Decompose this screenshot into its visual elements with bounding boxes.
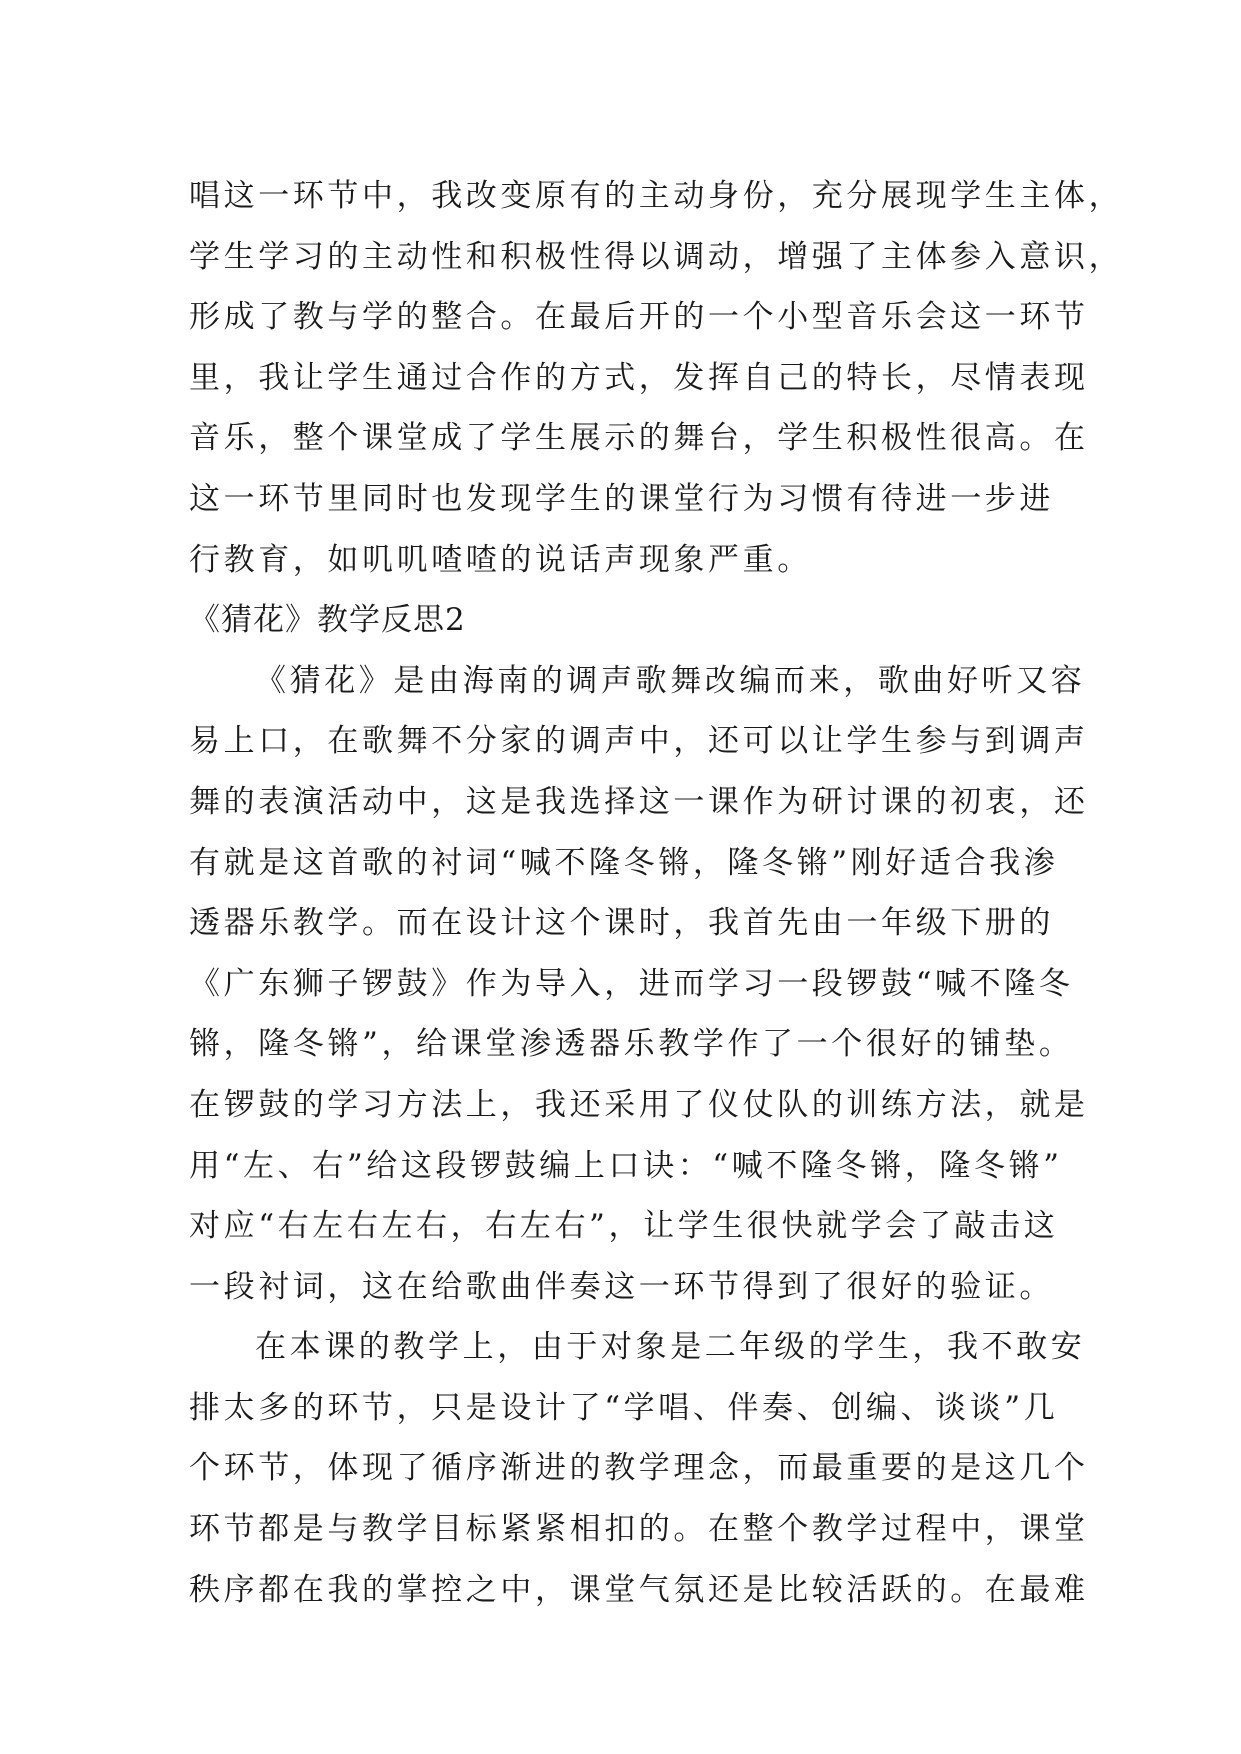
section-heading: 《猜花》教学反思2 <box>189 602 466 639</box>
paragraph-1-line-2: 学生学习的主动性和积极性得以调动，增强了主体参入意识， <box>189 238 1124 275</box>
paragraph-1-line-4: 里，我让学生通过合作的方式，发挥自己的特长，尽情表现 <box>189 359 1089 396</box>
paragraph-3-line-3: 个环节，体现了循序渐进的教学理念，而最重要的是这几个 <box>189 1450 1089 1487</box>
paragraph-2-line-2: 易上口，在歌舞不分家的调声中，还可以让学生参与到调声 <box>189 723 1089 760</box>
paragraph-2-line-3: 舞的表演活动中，这是我选择这一课作为研讨课的初衷，还 <box>189 783 1089 820</box>
paragraph-2-line-6: 《广东狮子锣鼓》作为导入，进而学习一段锣鼓“喊不隆冬 <box>189 965 1074 1002</box>
paragraph-3-line-1: 在本课的教学上，由于对象是二年级的学生，我不敢安 <box>255 1329 1086 1366</box>
paragraph-2-line-7: 锵，隆冬锵”，给课堂渗透器乐教学作了一个很好的铺垫。 <box>189 1026 1074 1063</box>
paragraph-2-line-5: 透器乐教学。而在设计这个课时，我首先由一年级下册的 <box>189 905 1054 942</box>
paragraph-1-line-1: 唱这一环节中，我改变原有的主动身份，充分展现学生主体， <box>189 178 1124 214</box>
paragraph-2-line-9: 用“左、右”给这段锣鼓编上口诀：“喊不隆冬锵，隆冬锵” <box>189 1147 1063 1184</box>
paragraph-2-line-10: 对应“右左右左右，右左右”，让学生很快就学会了敲击这 <box>189 1208 1059 1245</box>
paragraph-1-line-7: 行教育，如叽叽喳喳的说话声现象严重。 <box>189 541 812 578</box>
paragraph-1-line-5: 音乐，整个课堂成了学生展示的舞台，学生积极性很高。在 <box>189 420 1089 457</box>
paragraph-1-line-3: 形成了教与学的整合。在最后开的一个小型音乐会这一环节 <box>189 299 1089 336</box>
paragraph-3-line-4: 环节都是与教学目标紧紧相扣的。在整个教学过程中，课堂 <box>189 1511 1089 1548</box>
paragraph-3-line-5: 秩序都在我的掌控之中，课堂气氛还是比较活跃的。在最难 <box>189 1571 1089 1608</box>
document-body <box>189 166 1124 1620</box>
paragraph-2-line-1: 《猜花》是由海南的调声歌舞改编而来，歌曲好听又容 <box>255 662 1086 699</box>
paragraph-2-line-11: 一段衬词，这在给歌曲伴奏这一环节得到了很好的验证。 <box>189 1268 1054 1305</box>
paragraph-1-line-6: 这一环节里同时也发现学生的课堂行为习惯有待进一步进 <box>189 480 1054 517</box>
paragraph-3-line-2: 排太多的环节，只是设计了“学唱、伴奏、创编、谈谈”几 <box>189 1389 1059 1426</box>
paragraph-2-line-4: 有就是这首歌的衬词“喊不隆冬锵，隆冬锵”刚好适合我渗 <box>189 844 1059 881</box>
paragraph-2-line-8: 在锣鼓的学习方法上，我还采用了仪仗队的训练方法，就是 <box>189 1086 1089 1123</box>
